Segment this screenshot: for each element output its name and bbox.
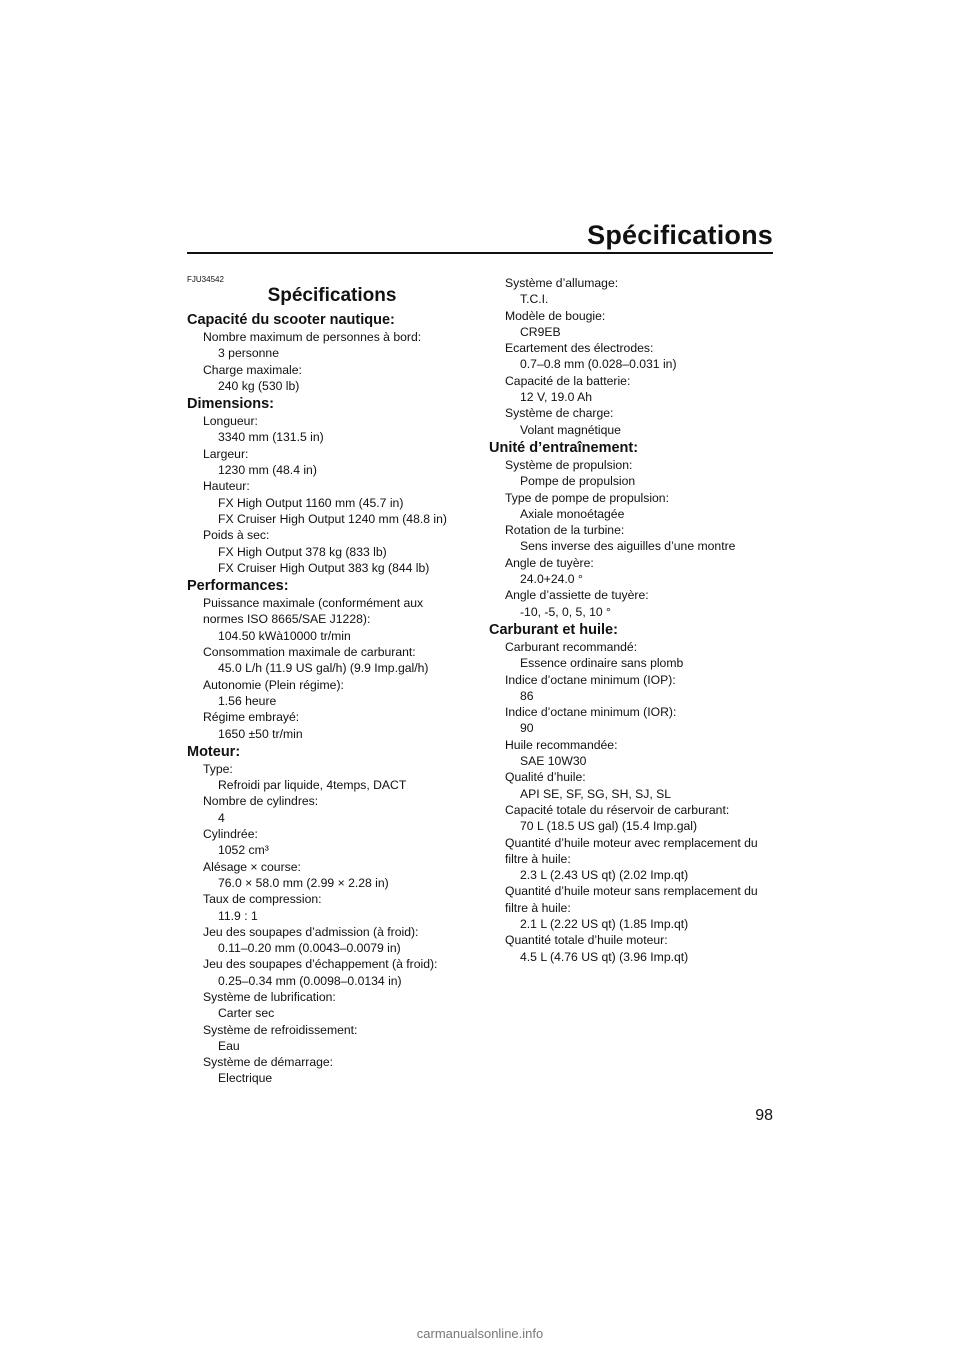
spec-label: Nombre de cylindres: — [203, 794, 319, 809]
spec-value: Refroidi par liquide, 4temps, DACT — [218, 778, 407, 793]
spec-value: 45.0 L/h (11.9 US gal/h) (9.9 Imp.gal/h) — [218, 661, 429, 676]
spec-label: Type: — [203, 761, 233, 776]
main-title: Spécifications — [267, 285, 397, 306]
spec-label: Système d’allumage: — [505, 276, 619, 290]
spec-label: Système de lubrification: — [203, 989, 336, 1004]
spec-value: 4 — [218, 810, 225, 825]
section-heading: Performances: — [187, 578, 289, 595]
spec-value: Electrique — [218, 1071, 273, 1086]
spec-label: Puissance maximale (conformément aux — [203, 596, 424, 611]
spec-label: Système de refroidissement: — [203, 1022, 358, 1037]
spec-label: Modèle de bougie: — [505, 308, 606, 323]
spec-value: 1.56 heure — [218, 693, 277, 708]
spec-value: 70 L (18.5 US gal) (15.4 Imp.gal) — [520, 819, 698, 834]
spec-value: CR9EB — [520, 324, 561, 339]
page-header-title: Spécifications — [587, 220, 773, 250]
spec-label: Cylindrée: — [203, 827, 258, 842]
spec-value: 24.0+24.0 ° — [520, 572, 583, 587]
spec-label: Capacité de la batterie: — [505, 373, 631, 388]
spec-value: 11.9 : 1 — [218, 908, 258, 923]
section-heading: Unité d’entraînement: — [489, 439, 639, 456]
spec-value: 90 — [520, 721, 534, 736]
spec-label: Angle d’assiette de tuyère: — [505, 588, 649, 603]
spec-value: Carter sec — [218, 1006, 275, 1021]
spec-value: 1650 ±50 tr/min — [218, 726, 303, 741]
spec-label: Consommation maximale de carburant: — [203, 645, 416, 660]
spec-value: 2.1 L (2.22 US qt) (1.85 Imp.qt) — [520, 916, 689, 931]
section-heading: Dimensions: — [187, 396, 275, 413]
watermark: carmanualsonline.info — [416, 1326, 544, 1341]
spec-label: Régime embrayé: — [203, 710, 300, 725]
spec-label: Jeu des soupapes d’échappement (à froid): — [203, 957, 438, 972]
page-number: 98 — [755, 1107, 773, 1124]
spec-value: Pompe de propulsion — [520, 474, 636, 489]
spec-value: 4.5 L (4.76 US qt) (3.96 Imp.qt) — [520, 949, 689, 964]
spec-value: 12 V, 19.0 Ah — [520, 390, 593, 405]
spec-label: Longueur: — [203, 414, 258, 429]
spec-label: Hauteur: — [203, 479, 250, 494]
spec-label: Nombre maximum de personnes à bord: — [203, 330, 422, 344]
spec-label-continued: filtre à huile: — [505, 900, 571, 915]
spec-value: 76.0 × 58.0 mm (2.99 × 2.28 in) — [218, 875, 389, 890]
spec-value: Essence ordinaire sans plomb — [520, 656, 684, 671]
spec-label: Quantité d’huile moteur avec remplacement du — [505, 835, 758, 850]
spec-label: Indice d’octane minimum (IOR): — [505, 705, 677, 720]
spec-value: 1052 cm³ — [218, 843, 269, 858]
spec-value: 3340 mm (131.5 in) — [218, 430, 324, 445]
spec-value: 104.50 kWà10000 tr/min — [218, 628, 351, 643]
spec-value: Eau — [218, 1038, 240, 1053]
section-heading: Capacité du scooter nautique: — [187, 312, 395, 328]
spec-value: Axiale monoétagée — [520, 506, 625, 521]
spec-label: Huile recommandée: — [505, 737, 618, 752]
spec-label: Quantité totale d’huile moteur: — [505, 933, 668, 948]
spec-label: Indice d’octane minimum (IOP): — [505, 672, 676, 687]
spec-value: 0.7–0.8 mm (0.028–0.031 in) — [520, 357, 677, 372]
spec-value: FX Cruiser High Output 383 kg (844 lb) — [218, 560, 430, 575]
spec-label: Système de charge: — [505, 406, 614, 421]
spec-label: Charge maximale: — [203, 362, 302, 377]
spec-value: 2.3 L (2.43 US qt) (2.02 Imp.qt) — [520, 868, 689, 883]
spec-value: -10, -5, 0, 5, 10 ° — [520, 604, 611, 619]
spec-value: FX High Output 1160 mm (45.7 in) — [218, 495, 404, 510]
spec-value: 0.25–0.34 mm (0.0098–0.0134 in) — [218, 973, 402, 988]
section-code: FJU34542 — [187, 275, 224, 284]
section-heading: Moteur: — [187, 743, 241, 760]
spec-value: FX Cruiser High Output 1240 mm (48.8 in) — [218, 511, 447, 526]
spec-label-continued: normes ISO 8665/SAE J1228): — [203, 612, 371, 627]
spec-label: Rotation de la turbine: — [505, 523, 625, 538]
left-column — [187, 275, 467, 1087]
right-spec-sections — [489, 275, 779, 965]
spec-label: Qualité d’huile: — [505, 770, 586, 785]
spec-label: Capacité totale du réservoir de carburant: — [505, 802, 730, 817]
spec-label: Type de pompe de propulsion: — [505, 490, 669, 505]
spec-value: 0.11–0.20 mm (0.0043–0.0079 in) — [218, 941, 401, 956]
spec-label: Quantité d’huile moteur sans remplacement du — [505, 884, 758, 899]
spec-label: Carburant recommandé: — [505, 639, 638, 654]
spec-label: Ecartement des électrodes: — [505, 341, 654, 356]
header-divider — [187, 252, 773, 254]
spec-label: Autonomie (Plein régime): — [203, 677, 344, 692]
spec-label: Alésage × course: — [203, 859, 301, 874]
left-spec-sections — [187, 311, 467, 1087]
spec-value: 1230 mm (48.4 in) — [218, 463, 317, 478]
spec-label: Poids à sec: — [203, 528, 270, 543]
spec-label: Angle de tuyère: — [505, 555, 594, 570]
spec-value: 240 kg (530 lb) — [218, 378, 300, 393]
spec-value: FX High Output 378 kg (833 lb) — [218, 544, 387, 559]
spec-label: Système de propulsion: — [505, 457, 633, 472]
section-heading: Carburant et huile: — [489, 621, 618, 638]
spec-value: 3 personne — [218, 346, 279, 361]
spec-value: T.C.I. — [520, 292, 549, 307]
spec-label-continued: filtre à huile: — [505, 851, 571, 866]
spec-value: Volant magnétique — [520, 422, 621, 437]
spec-label: Taux de compression: — [203, 892, 322, 907]
right-column — [489, 275, 779, 965]
spec-value: 86 — [520, 688, 534, 703]
spec-value: API SE, SF, SG, SH, SJ, SL — [520, 786, 672, 801]
spec-label: Système de démarrage: — [203, 1055, 334, 1070]
spec-value: Sens inverse des aiguilles d’une montre — [520, 539, 736, 554]
spec-label: Largeur: — [203, 446, 249, 461]
spec-value: SAE 10W30 — [520, 754, 587, 769]
spec-label: Jeu des soupapes d’admission (à froid): — [203, 924, 419, 939]
